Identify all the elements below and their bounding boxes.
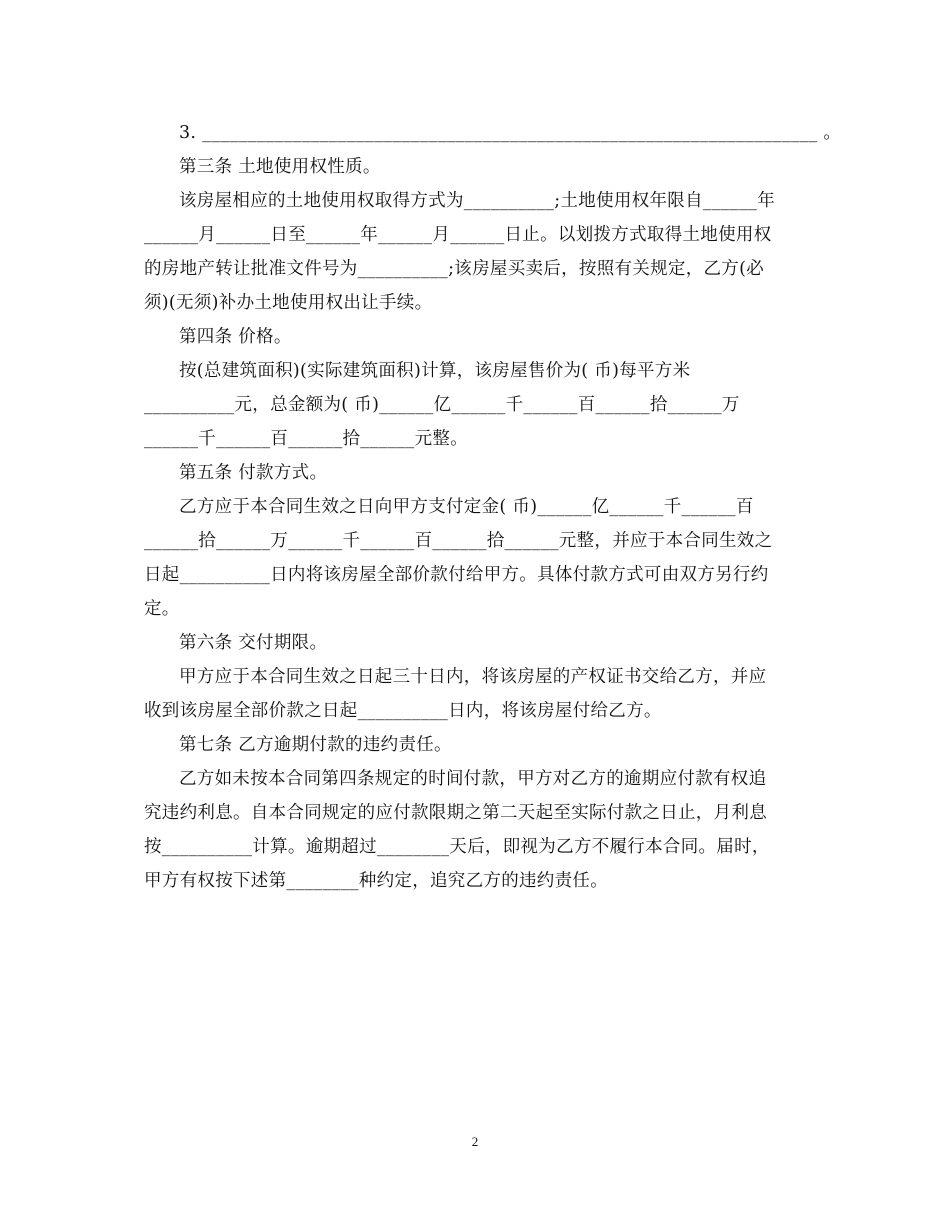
text-line: 甲方有权按下述第________种约定，追究乙方的违约责任。 <box>144 871 608 891</box>
text-line: 第六条 交付期限。 <box>179 633 328 653</box>
text-line: 该房屋相应的土地使用权取得方式为__________;土地使用权年限自______年 <box>179 191 775 211</box>
text-line: 乙方如未按本合同第四条规定的时间付款，甲方对乙方的逾期应付款有权追 <box>179 769 767 789</box>
text-line: 乙方应于本合同生效之日向甲方支付定金( 币)______亿______千______百 <box>179 497 754 517</box>
text-line: 的房地产转让批准文件号为__________;该房屋买卖后，按照有关规定，乙方(必 <box>144 259 765 279</box>
text-line: __________元，总金额为( 币)______亿______千______百______拾______万 <box>144 395 740 415</box>
text-line: 定。 <box>144 599 180 619</box>
text-line: 按__________计算。逾期超过________天后，即视为乙方不履行本合同。届时， <box>144 837 770 857</box>
text-line: ______拾______万______千______百______拾______元整，并应于本合同生效之 <box>144 531 773 551</box>
text-line: 须)(无须)补办土地使用权出让手续。 <box>144 293 433 313</box>
contract-body <box>144 116 842 898</box>
text-line: ______千______百______拾______元整。 <box>144 429 468 449</box>
text-line: 日起__________日内将该房屋全部价款付给甲方。具体付款方式可由双方另行约 <box>144 565 769 585</box>
text-line: 第三条 土地使用权性质。 <box>179 157 381 177</box>
text-line: 第五条 付款方式。 <box>179 463 328 483</box>
text-line: 按(总建筑面积)(实际建筑面积)计算，该房屋售价为( 币)每平方米 <box>179 361 691 381</box>
text-line: 收到该房屋全部价款之日起__________日内，将该房屋付给乙方。 <box>144 701 662 721</box>
text-line: 究违约利息。自本合同规定的应付款限期之第二天起至实际付款之日止，月利息 <box>144 803 767 823</box>
text-line: 甲方应于本合同生效之日起三十日内，将该房屋的产权证书交给乙方，并应 <box>179 667 767 687</box>
text-line: 第七条 乙方逾期付款的违约责任。 <box>179 735 452 755</box>
page-number: 2 <box>471 1134 479 1149</box>
text-line: 第四条 价格。 <box>179 327 292 347</box>
text-line: ______月______日至______年______月______日止。以划拨方式取得土地使用权 <box>144 225 772 245</box>
text-line: 3. ____________________________________________________________________ 。 <box>179 123 842 143</box>
